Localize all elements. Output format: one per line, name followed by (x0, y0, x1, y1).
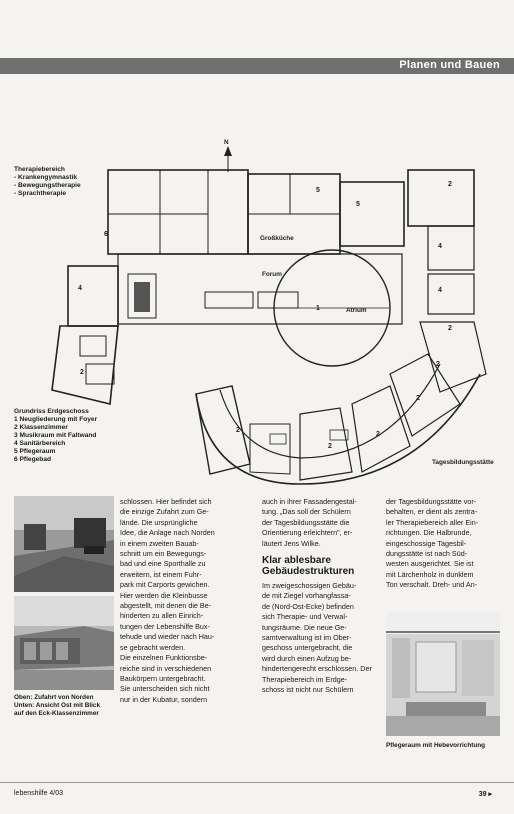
text-line: schoss ist nicht nur Schülern (262, 685, 354, 695)
therapy-legend-heading: Therapiebereich (14, 166, 65, 173)
text-line: schlossen. Hier befindet sich (120, 497, 212, 506)
svg-text:2: 2 (448, 181, 452, 188)
svg-text:2: 2 (236, 427, 240, 434)
text-line: eingeschossige Tagesbil- (386, 538, 467, 548)
text-line: bad und eine Sporthalle zu (120, 559, 206, 569)
svg-text:2: 2 (376, 431, 380, 438)
caption-line: auf den Eck-Klassenzimmer (14, 710, 99, 717)
svg-text:4: 4 (78, 285, 82, 292)
text-line: mit Lärchenholz in dunklem (386, 569, 474, 579)
subheading: Klar ablesbare Gebäudestrukturen (262, 555, 355, 578)
text-line: wird durch einen Aufzug be- (262, 653, 352, 663)
svg-text:1: 1 (316, 305, 320, 312)
text-column-3 (386, 497, 500, 591)
plan-label-forum: Forum (262, 271, 282, 278)
text-line: tungen der Lebenshilfe Bux- (120, 621, 210, 631)
photo-north-access (14, 496, 114, 592)
text-line: behalten, er dient als zentra- (386, 507, 478, 517)
caption-line: Oben: Zufahrt von Norden (14, 694, 94, 701)
photo-caption-right: Pflegeraum mit Hebevorrichtung (386, 742, 486, 749)
text-line: in einem zweiten Bauab- (120, 538, 199, 548)
svg-text:2: 2 (436, 361, 440, 368)
therapy-legend-item: - Sprachtherapie (14, 190, 67, 197)
text-line: ler Therapiebereich aller Ein- (386, 517, 479, 527)
ground-legend-item: 1 Neugliederung mit Foyer (14, 416, 98, 423)
text-line: hindertengerecht erschlossen. Der (262, 664, 372, 674)
text-line: schnitt um ein Bewegungs- (120, 549, 207, 559)
photo-east-view (14, 596, 114, 690)
svg-text:6: 6 (104, 231, 108, 238)
text-column-2 (262, 497, 382, 696)
text-line: tehude und wieder nach Hau- (120, 632, 215, 642)
text-line: der Tagesbildungsstätte die (262, 517, 350, 527)
footer-rule (0, 782, 514, 783)
therapy-legend-item: - Bewegungstherapie (14, 182, 81, 189)
text-line: Therapiebereich im Erdge- (262, 674, 348, 684)
text-line: park mit Carports gewichen. (120, 580, 210, 590)
text-line: reiche sind in verschiedenen (120, 663, 212, 673)
text-line: samtverwaltung ist im Ober- (262, 633, 352, 643)
therapy-legend-item: - Krankengymnastik (14, 174, 78, 181)
page-number: 39 ▸ (478, 791, 492, 798)
text-line: richtungen. Die Halbrunde, (386, 528, 472, 538)
text-line: Baukörpern untergebracht. (120, 673, 206, 683)
text-line: läutert Jens Wilke. (262, 538, 321, 548)
text-column-1 (120, 497, 246, 705)
svg-text:2: 2 (80, 369, 84, 376)
plan-label-day-center: Tagesbildungsstätte (432, 459, 494, 466)
ground-legend-item: 4 Sanitärbereich (14, 440, 66, 447)
plan-label-north: N (224, 139, 229, 146)
text-line: tungsräume. Die neue Ge- (262, 622, 347, 632)
text-line: der Tagesbildungsstätte vor- (386, 497, 477, 506)
north-arrow-icon (224, 146, 232, 156)
therapy-wing (108, 170, 248, 254)
svg-text:2: 2 (328, 443, 332, 450)
svg-text:5: 5 (316, 187, 320, 194)
footer-issue: lebenshilfe 4/03 (14, 790, 64, 797)
text-line: Hier werden die Kleinbusse (120, 590, 208, 600)
text-line: hinderten zu allen Einrich- (120, 611, 204, 621)
plan-label-atrium: Atrium (346, 307, 367, 314)
therapy-legend (14, 166, 81, 198)
photo-caption-left (14, 694, 114, 718)
svg-text:5: 5 (356, 201, 360, 208)
ground-legend-item: 2 Klassenzimmer (14, 424, 68, 431)
caption-line: Unten: Ansicht Ost mit Blick (14, 702, 101, 709)
text-line: Sie unterscheiden sich nicht (120, 684, 210, 694)
section-title: Planen und Bauen (399, 59, 500, 71)
text-line: die einzige Zufahrt zum Ge- (120, 507, 209, 517)
text-line: Idee, die Anlage nach Norden (120, 528, 215, 538)
text-line: lände. Die ursprüngliche (120, 517, 198, 527)
ground-floor-legend (14, 408, 97, 464)
text-line: dungsstätte ist nach Süd- (386, 549, 468, 559)
ground-legend-item: 3 Musikraum mit Faltwand (14, 432, 97, 439)
text-line: tung. „Das soll der Schülern (262, 507, 351, 517)
svg-text:4: 4 (438, 287, 442, 294)
text-line: erweitern, ist einem Fuhr- (120, 569, 202, 579)
text-line: abgestellt, mit denen die Be- (120, 601, 212, 611)
text-line: Im zweigeschossigen Gebäu- (262, 581, 357, 591)
text-line: sich Therapie- und Verwal- (262, 612, 348, 622)
text-line: de mit Ziegel vorhangfassa- (262, 591, 351, 601)
svg-text:2: 2 (448, 325, 452, 332)
svg-text:4: 4 (438, 243, 442, 250)
ground-legend-item: 6 Pflegebad (14, 456, 52, 463)
text-line: Orientierung erleichtern", er- (262, 528, 353, 538)
text-line: Die einzelnen Funktionsbe- (120, 653, 208, 663)
text-line: westen ausgerichtet. Sie ist (386, 559, 474, 569)
ground-legend-item: 5 Pflegeraum (14, 448, 56, 455)
text-line: nur in der Kubatur, sondern (120, 694, 208, 704)
text-line: Ton verschalt. Dreh- und An- (386, 580, 478, 590)
text-line: auch in ihrer Fassadengestal- (262, 497, 357, 506)
svg-text:2: 2 (416, 395, 420, 402)
photo-care-room (386, 612, 500, 736)
room-5 (340, 182, 404, 246)
ground-legend-heading: Grundriss Erdgeschoss (14, 408, 89, 415)
text-line: geschoss untergebracht, die (262, 643, 353, 653)
text-line: se gebracht werden. (120, 642, 186, 652)
text-line: de (Nord-Ost-Ecke) befinden (262, 601, 354, 611)
plan-label-kitchen: Großküche (260, 235, 294, 242)
